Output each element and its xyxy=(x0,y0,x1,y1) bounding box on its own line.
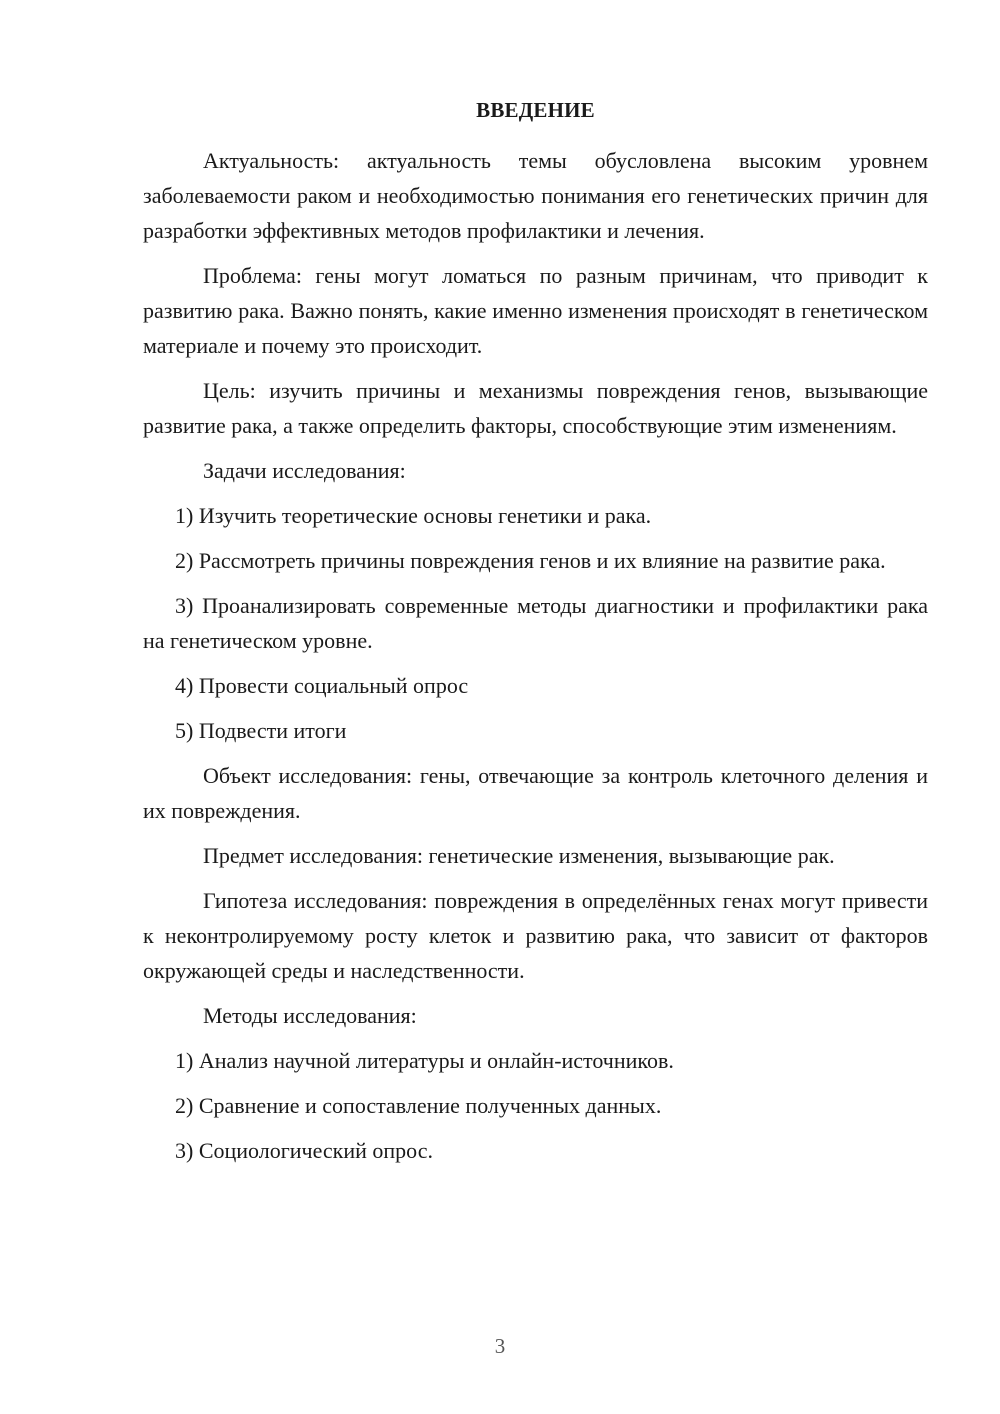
relevance-paragraph: Актуальность: актуальность темы обусловлена высоким уровнем заболеваемости раком и необходимостью понимания его генетических причин для разработки эффективных методов профилактики и лечения. xyxy=(143,148,928,243)
hypothesis-paragraph: Гипотеза исследования: повреждения в определённых генах могут привести к неконтролируемому росту клеток и развитию рака, что зависит от факторов окружающей среды и наследственности. xyxy=(143,888,928,983)
page-number: 3 xyxy=(494,1334,506,1358)
task-item: 3) Проанализировать современные методы диагностики и профилактики рака на генетическом уровне. xyxy=(143,593,928,653)
method-item: 1) Анализ научной литературы и онлайн-источников. xyxy=(175,1048,674,1073)
problem-paragraph: Проблема: гены могут ломаться по разным причинам, что приводит к развитию рака. Важно понять, какие именно изменения происходят в генетическом материале и почему это происходит. xyxy=(143,263,928,358)
subject-paragraph: Предмет исследования: генетические изменения, вызывающие рак. xyxy=(203,843,835,868)
document-page xyxy=(143,94,928,1178)
tasks-heading: Задачи исследования: xyxy=(203,458,406,483)
goal-paragraph: Цель: изучить причины и механизмы повреждения генов, вызывающие развитие рака, а также определить факторы, способствующие этим изменениям. xyxy=(143,378,928,438)
task-item: 2) Рассмотреть причины повреждения генов и их влияние на развитие рака. xyxy=(175,548,886,573)
methods-heading: Методы исследования: xyxy=(203,1003,417,1028)
task-item: 1) Изучить теоретические основы генетики и рака. xyxy=(175,503,652,528)
task-item: 4) Провести социальный опрос xyxy=(175,673,469,698)
task-item: 5) Подвести итоги xyxy=(175,718,347,743)
page-title: ВВЕДЕНИЕ xyxy=(476,98,595,122)
method-item: 3) Социологический опрос. xyxy=(175,1138,433,1163)
method-item: 2) Сравнение и сопоставление полученных данных. xyxy=(175,1093,662,1118)
object-paragraph: Объект исследования: гены, отвечающие за контроль клеточного деления и их повреждения. xyxy=(143,763,928,823)
